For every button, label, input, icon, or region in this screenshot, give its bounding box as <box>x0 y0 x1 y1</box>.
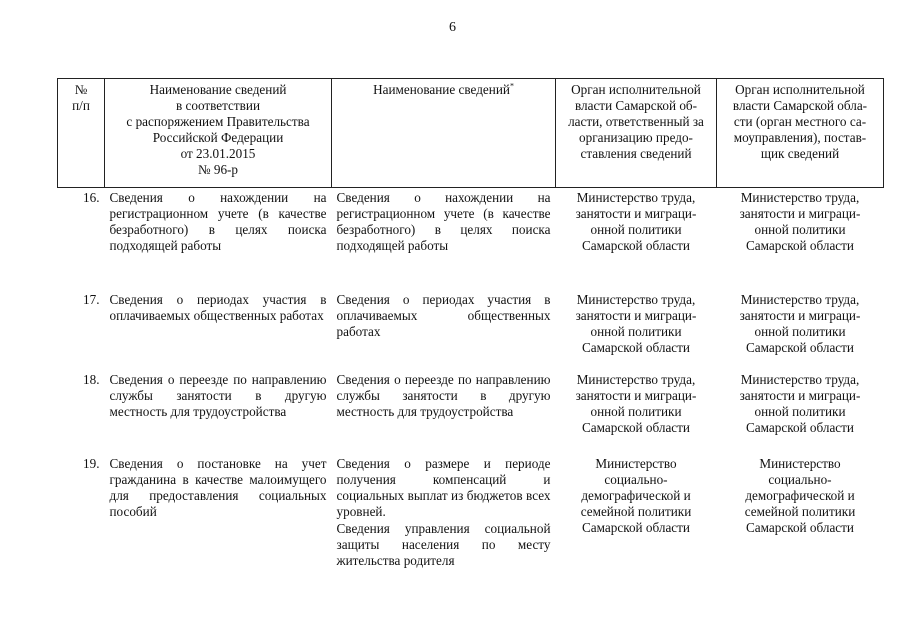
row-responsible: Министерство труда, занятости и миграци- онной политики Самарской области <box>575 190 697 253</box>
table-row <box>58 454 884 576</box>
table-row <box>58 290 884 370</box>
row-name-by-order: Сведения о постановке на учет гражданина в качестве малоимущего для предоставления социальных пособий <box>109 456 327 519</box>
table-row <box>58 370 884 454</box>
row-name-by-order: Сведения о переезде по направлению службы занятости в другую местность для трудоустройства <box>109 372 327 419</box>
row-supplier: Министерство труда, занятости и миграци- онной политики Самарской области <box>739 190 861 253</box>
row-name-paragraph: Сведения о периодах участия в оплачиваемых общественных работах <box>336 292 551 339</box>
row-name <box>332 370 556 454</box>
table-header-row <box>58 79 884 188</box>
row-supplier: Министерство труда, занятости и миграци- онной политики Самарской области <box>739 372 861 435</box>
row-num: 19. <box>83 456 100 471</box>
row-responsible: Министерство социально- демографической и семейной политики Самарской области <box>580 456 692 535</box>
row-name <box>332 188 556 291</box>
row-name-paragraph: Сведения о размере и периоде получения компенсаций и социальных выплат из бюджетов всех уровней. <box>336 456 551 519</box>
header-name <box>332 79 556 188</box>
row-name <box>332 290 556 370</box>
header-supplier: Орган исполнительной власти Самарской обла- сти (орган местного са- моуправления), постав- щик сведений <box>717 79 884 188</box>
data-sources-table <box>57 78 884 576</box>
row-responsible: Министерство труда, занятости и миграци- онной политики Самарской области <box>575 372 697 435</box>
row-name-by-order: Сведения о нахождении на регистрационном учете (в качестве безработного) в целях поиска подходящей работы <box>109 190 327 253</box>
row-name-by-order: Сведения о периодах участия в оплачиваемых общественных работах <box>109 292 327 323</box>
row-num: 18. <box>83 372 100 387</box>
table-row <box>58 188 884 291</box>
header-responsible: Орган исполнительной власти Самарской об- ласти, ответственный за организацию предо- ставления сведений <box>556 79 717 188</box>
row-supplier: Министерство труда, занятости и миграци- онной политики Самарской области <box>739 292 861 355</box>
header-name-by-order: Наименование сведений в соответствии с распоряжением Правительства Российской Федерации от 23.01.2015 № 96-р <box>105 79 332 188</box>
header-num: № п/п <box>58 79 105 188</box>
row-supplier: Министерство социально- демографической и семейной политики Самарской области <box>744 456 856 535</box>
header-name-text: Наименование сведений <box>373 82 510 97</box>
row-num: 17. <box>83 292 100 307</box>
row-name-paragraph: Сведения управления социальной защиты населения по месту жительства родителя <box>336 521 551 568</box>
row-num: 16. <box>83 190 100 205</box>
row-responsible: Министерство труда, занятости и миграци- онной политики Самарской области <box>575 292 697 355</box>
row-name-paragraph: Сведения о нахождении на регистрационном учете (в качестве безработного) в целях поиска подходящей работы <box>336 190 551 253</box>
row-name-paragraph: Сведения о переезде по направлению службы занятости в другую местность для трудоустройства <box>336 372 551 419</box>
header-name-footnote-mark: * <box>509 81 514 91</box>
page-number: 6 <box>449 20 456 35</box>
row-name <box>332 454 556 576</box>
